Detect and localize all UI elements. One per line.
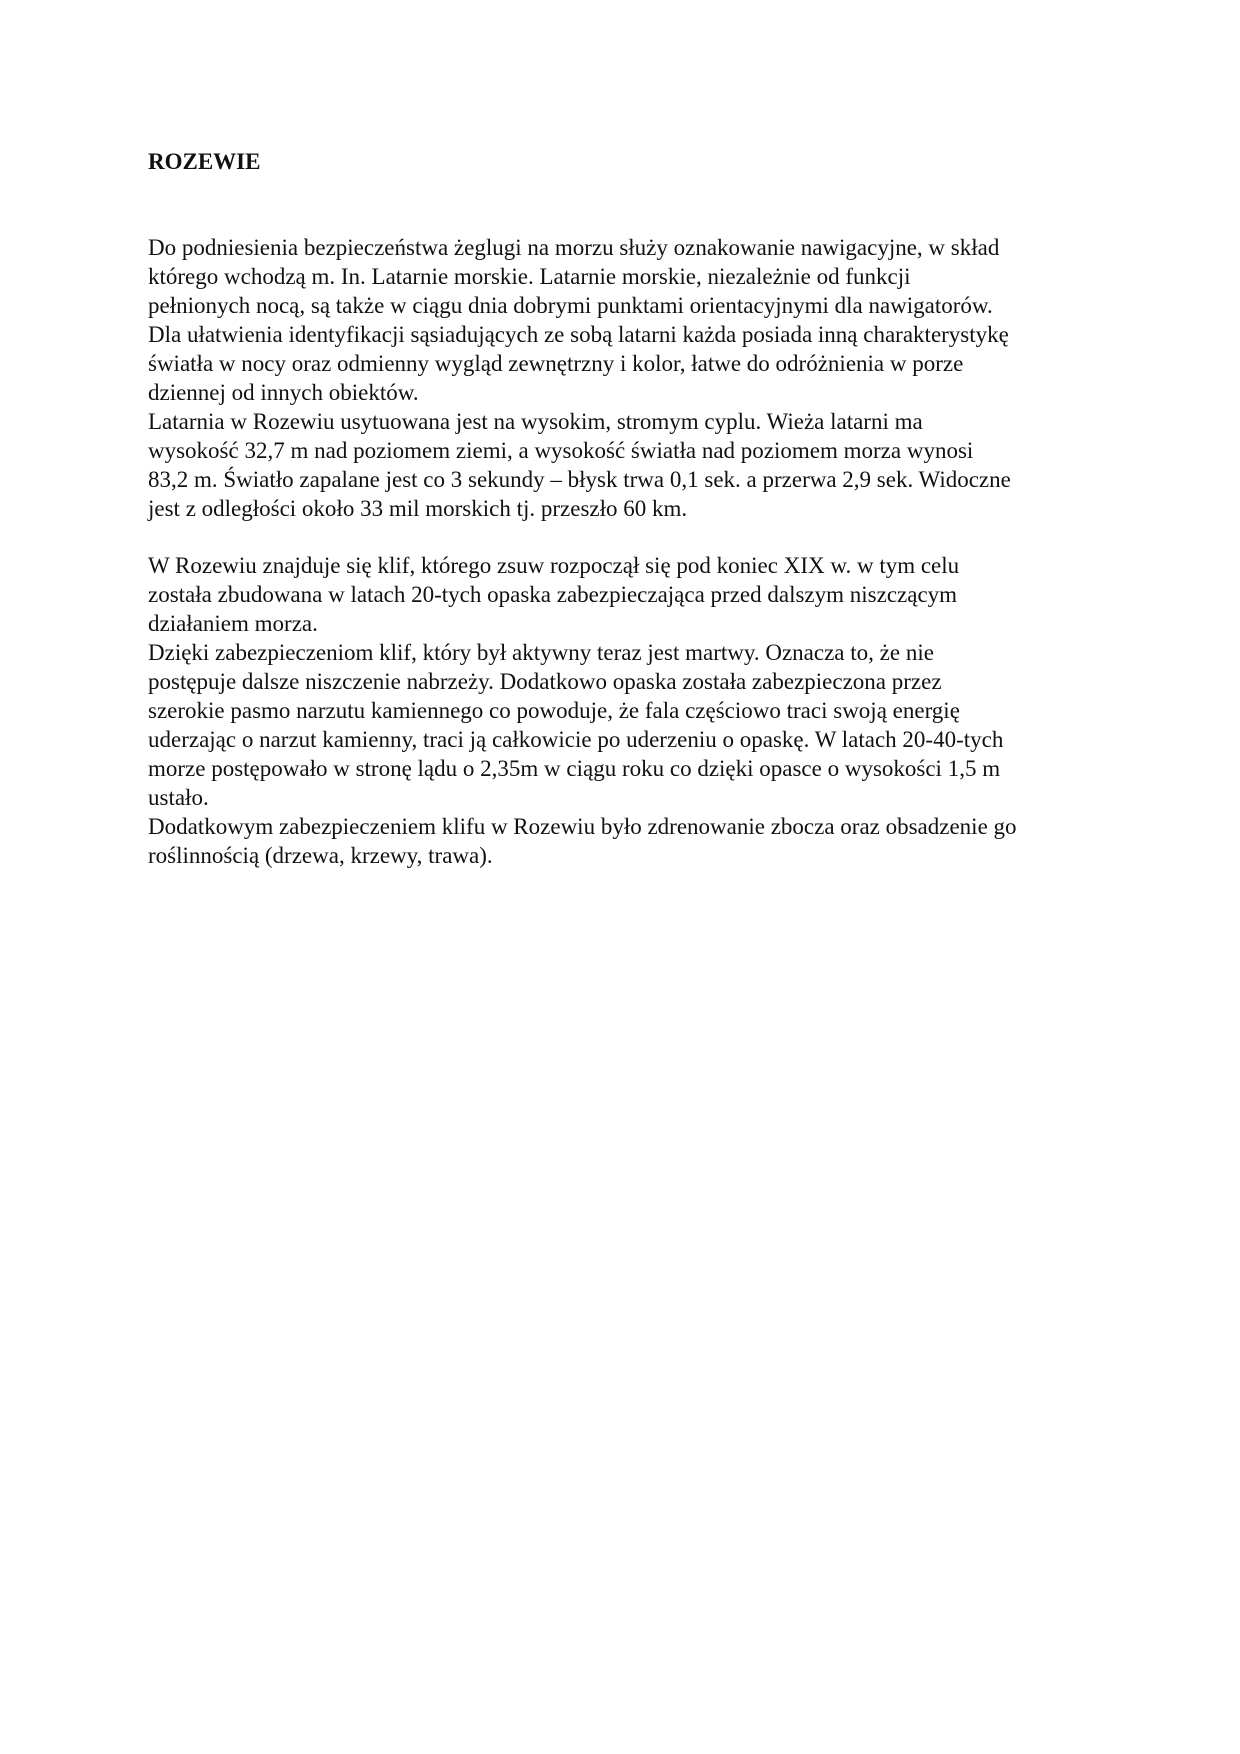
text-line: 83,2 m. Światło zapalane jest co 3 sekundy – błysk trwa 0,1 sek. a przerwa 2,9 sek. Widoczne [148,467,1011,492]
text-line: jest z odległości około 33 mil morskich tj. przeszło 60 km. [148,496,688,521]
text-line: morze postępowało w stronę lądu o 2,35m w ciągu roku co dzięki opasce o wysokości 1,5 m [148,756,1001,781]
text-line: Latarnia w Rozewiu usytuowana jest na wysokim, stromym cyplu. Wieża latarni ma [148,409,923,434]
text-line: Dzięki zabezpieczeniom klif, który był aktywny teraz jest martwy. Oznacza to, że nie [148,640,934,665]
text-line: wysokość 32,7 m nad poziomem ziemi, a wysokość światła nad poziomem morza wynosi [148,438,974,463]
text-line: została zbudowana w latach 20-tych opaska zabezpieczająca przed dalszym niszczącym [148,582,958,607]
text-line: uderzając o narzut kamienny, traci ją całkowicie po uderzeniu o opaskę. W latach 20-40-tych [148,727,1004,752]
text-line: Do podniesienia bezpieczeństwa żeglugi na morzu służy oznakowanie nawigacyjne, w skład [148,235,1000,260]
text-line: postępuje dalsze niszczenie nabrzeży. Dodatkowo opaska została zabezpieczona przez [148,669,942,694]
text-line: Dla ułatwienia identyfikacji sąsiadujących ze sobą latarni każda posiada inną charakterystykę [148,322,1009,347]
text-line: światła w nocy oraz odmienny wygląd zewnętrzny i kolor, łatwe do odróżnienia w porze [148,351,964,376]
text-line: pełnionych nocą, są także w ciągu dnia dobrymi punktami orientacyjnymi dla nawigatorów. [148,293,993,318]
text-line: roślinnością (drzewa, krzewy, trawa). [148,843,493,868]
text-line: W Rozewiu znajduje się klif, którego zsuw rozpoczął się pod koniec XIX w. w tym celu [148,553,960,578]
text-line: ustało. [148,785,209,810]
text-line: którego wchodzą m. In. Latarnie morskie. Latarnie morskie, niezależnie od funkcji [148,264,911,289]
text-line: szerokie pasmo narzutu kamiennego co powoduje, że fala częściowo traci swoją energię [148,698,960,723]
document-title: ROZEWIE [148,149,261,174]
text-line: Dodatkowym zabezpieczeniem klifu w Rozewiu było zdrenowanie zbocza oraz obsadzenie go [148,814,1017,839]
text-line: działaniem morza. [148,611,318,636]
text-line: dziennej od innych obiektów. [148,380,419,405]
